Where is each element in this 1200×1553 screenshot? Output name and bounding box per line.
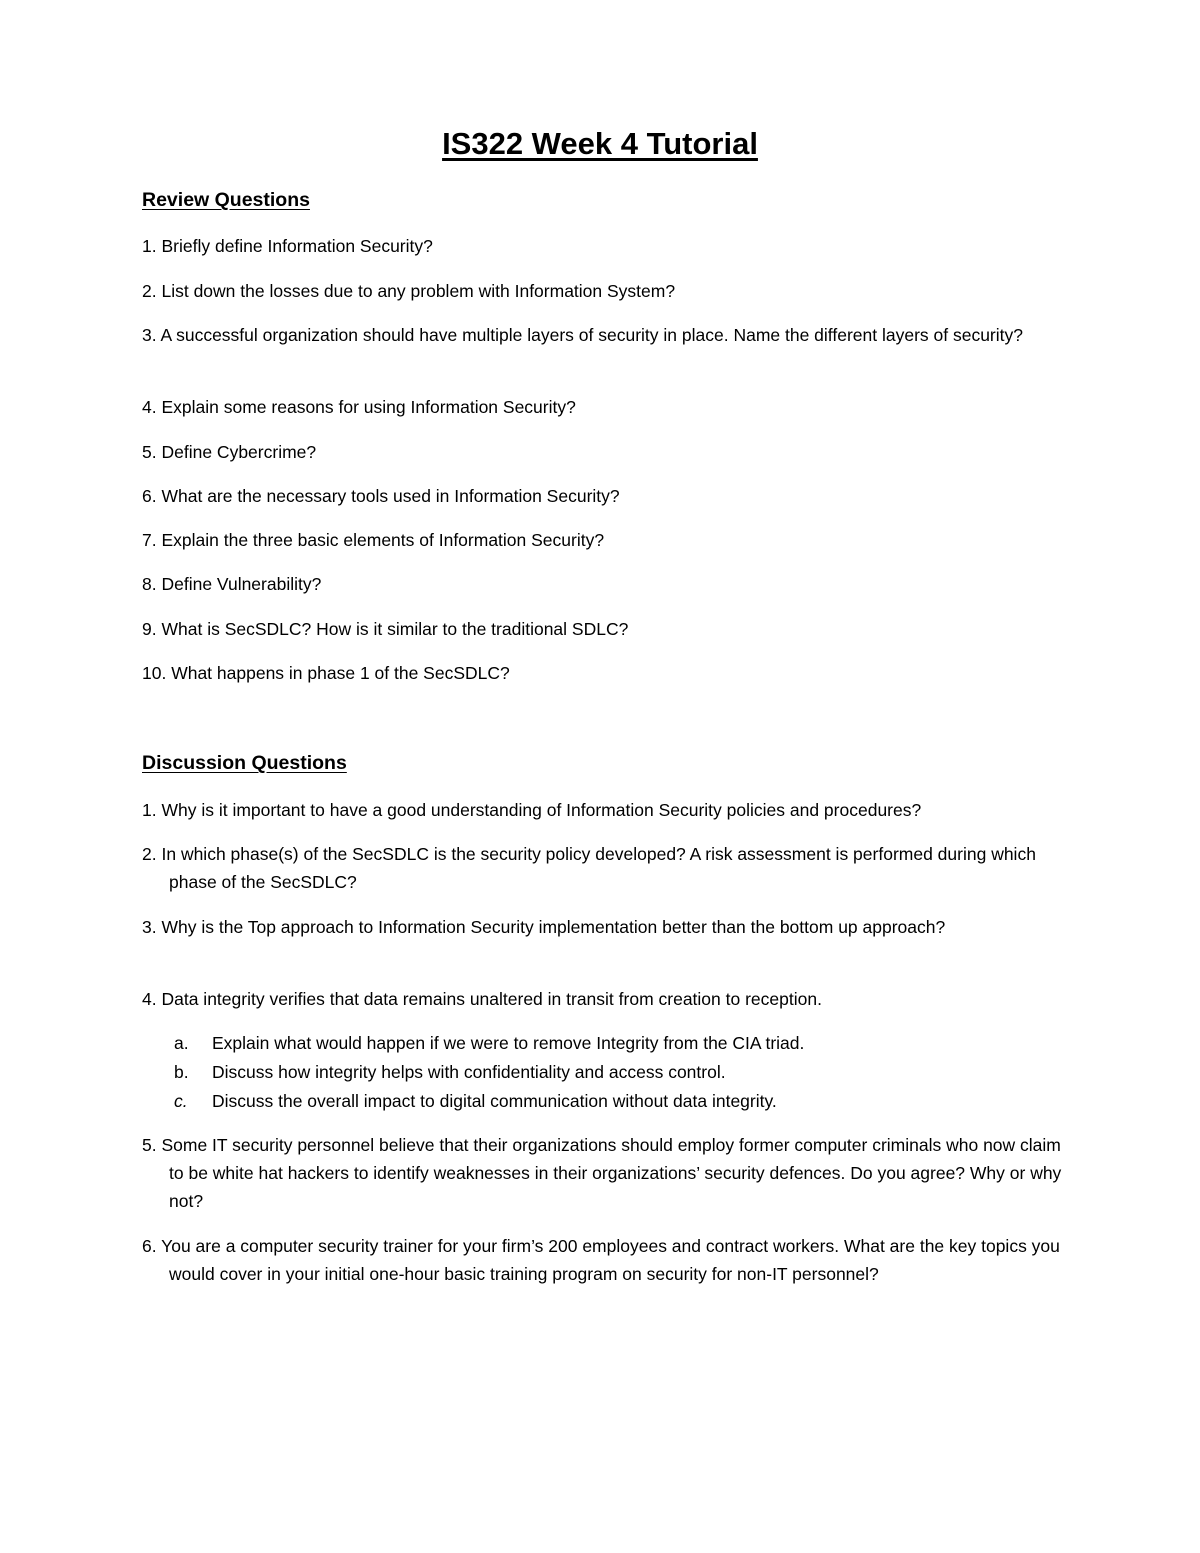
sub-item-letter: a. [174, 1033, 189, 1053]
discussion-question-3 [142, 913, 1062, 941]
question-number: 7. [142, 530, 157, 550]
question-number: 4. [142, 397, 157, 417]
question-text: List down the losses due to any problem with Information System? [161, 281, 676, 301]
review-question-8 [142, 570, 1062, 598]
question-text: What is SecSDLC? How is it similar to the traditional SDLC? [161, 619, 629, 639]
question-text: Define Cybercrime? [161, 442, 317, 462]
question-number: 3. [142, 917, 157, 937]
document-title: IS322 Week 4 Tutorial [442, 126, 758, 161]
sub-item-letter: b. [174, 1062, 189, 1082]
discussion-question-6 [142, 1232, 1062, 1288]
question-text: A successful organization should have multiple layers of security in place. Name the different layers of security? [160, 325, 1023, 345]
question-number: 1. [142, 236, 157, 256]
question-text: What are the necessary tools used in Information Security? [161, 486, 620, 506]
review-question-4 [142, 393, 1062, 421]
discussion-sub-item-c [174, 1087, 1054, 1116]
review-question-2 [142, 277, 1062, 305]
review-question-5 [142, 438, 1062, 466]
review-question-1 [142, 232, 1062, 260]
question-number: 5. [142, 442, 157, 462]
question-number: 3. [142, 325, 157, 345]
sub-item-text: Discuss how integrity helps with confidentiality and access control. [212, 1062, 726, 1082]
question-number: 2. [142, 281, 157, 301]
question-number: 4. [142, 989, 157, 1009]
review-question-3 [142, 321, 1062, 349]
question-text: Some IT security personnel believe that their organizations should employ former computer criminals who now claim to be white hat hackers to identify weaknesses in their organizations’ security defences. Do you agree? Why or why not? [161, 1135, 1062, 1211]
review-question-10 [142, 659, 1062, 687]
sub-item-text: Explain what would happen if we were to remove Integrity from the CIA triad. [212, 1033, 805, 1053]
question-number: 8. [142, 574, 157, 594]
sub-item-text: Discuss the overall impact to digital communication without data integrity. [212, 1091, 777, 1111]
question-text: Briefly define Information Security? [161, 236, 433, 256]
question-number: 6. [142, 1236, 157, 1256]
question-text: Data integrity verifies that data remains unaltered in transit from creation to reception. [161, 989, 822, 1009]
discussion-sub-item-a [174, 1029, 1054, 1058]
question-number: 9. [142, 619, 157, 639]
question-number: 10. [142, 663, 167, 683]
discussion-question-5 [142, 1131, 1062, 1215]
review-question-9 [142, 615, 1062, 643]
question-number: 5. [142, 1135, 157, 1155]
question-text: Why is it important to have a good understanding of Information Security policies and procedures? [161, 800, 922, 820]
question-text: Explain the three basic elements of Information Security? [161, 530, 605, 550]
question-text: Define Vulnerability? [161, 574, 322, 594]
discussion-sub-item-b [174, 1058, 1054, 1087]
question-number: 2. [142, 844, 157, 864]
review-question-6 [142, 482, 1062, 510]
review-question-7 [142, 526, 1062, 554]
discussion-question-4 [142, 985, 1062, 1013]
sub-item-letter: c. [174, 1091, 188, 1111]
question-number: 1. [142, 800, 157, 820]
discussion-questions-heading: Discussion Questions [142, 752, 347, 774]
review-questions-heading: Review Questions [142, 189, 310, 211]
question-number: 6. [142, 486, 157, 506]
question-text: What happens in phase 1 of the SecSDLC? [171, 663, 510, 683]
question-text: Why is the Top approach to Information Security implementation better than the bottom up approach? [161, 917, 946, 937]
question-text: You are a computer security trainer for your firm’s 200 employees and contract workers. What are the key topics you would cover in your initial one-hour basic training program on security for non-IT personnel? [161, 1236, 1060, 1284]
discussion-question-2 [142, 840, 1062, 896]
question-text: Explain some reasons for using Information Security? [161, 397, 576, 417]
question-text: In which phase(s) of the SecSDLC is the security policy developed? A risk assessment is performed during which phase of the SecSDLC? [161, 844, 1036, 892]
discussion-question-1 [142, 796, 1062, 824]
